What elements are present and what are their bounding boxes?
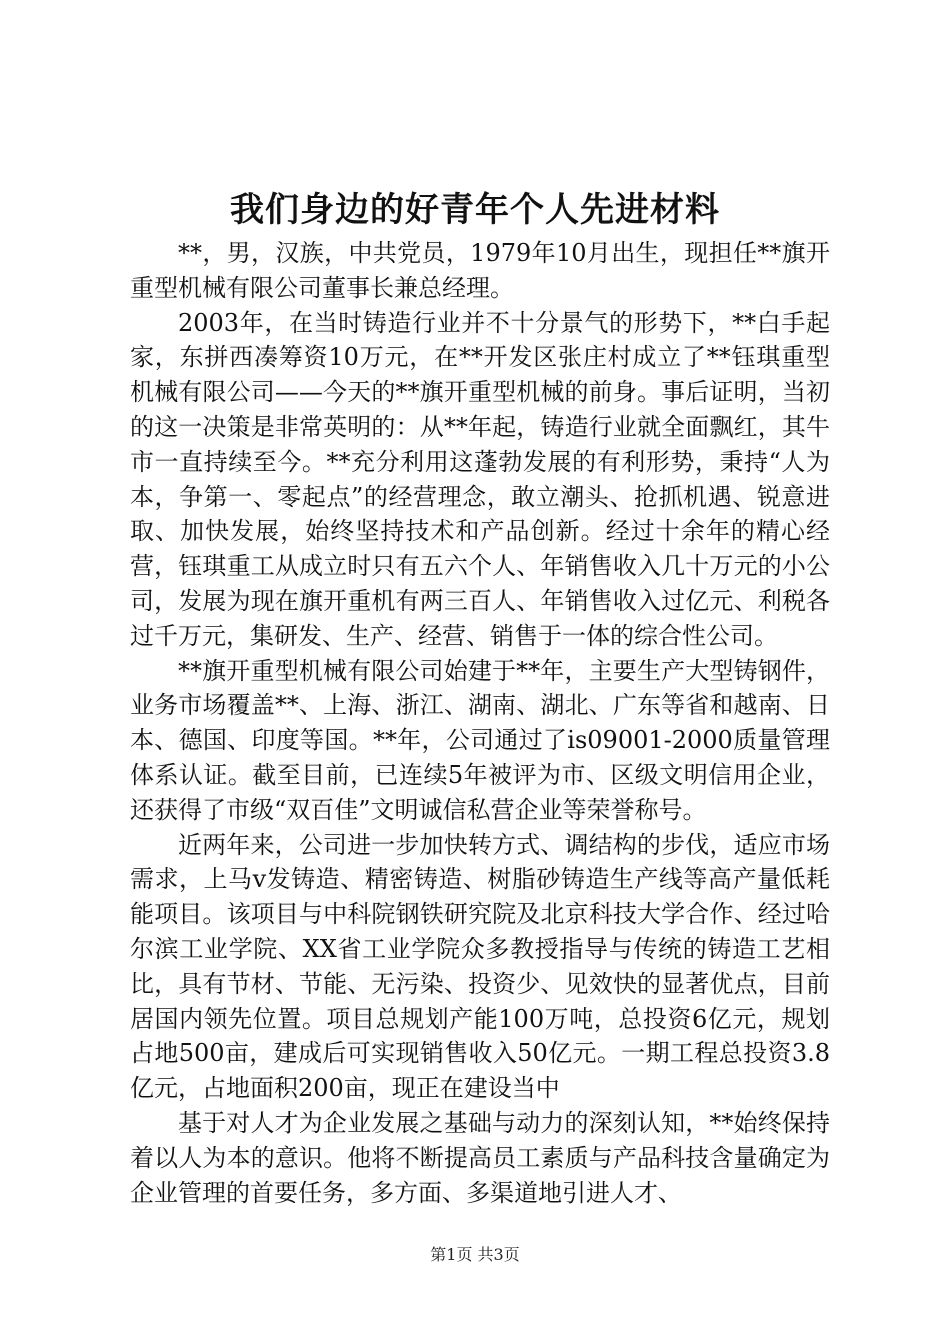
paragraph: 2003年，在当时铸造行业并不十分景气的形势下，**白手起家，东拼西凑筹资10万元，在**开发区张庄村成立了**钰琪重型机械有限公司——今天的**旗开重型机械的前身。事后证明，当初的这一决策是非常英明的：从**年起，铸造行业就全面飘红，其牛市一直持续至今。**充分利用这蓬勃发展的有利形势，秉持“人为本，争第一、零起点”的经营理念，敢立潮头、抢抓机遇、锐意进取、加快发展，始终坚持技术和产品创新。经过十余年的精心经营，钰琪重工从成立时只有五六个人、年销售收入几十万元的小公司，发展为现在旗开重机有两三百人、年销售收入过亿元、利税各过千万元，集研发、生产、经营、销售于一体的综合性公司。 (130, 308, 830, 650)
paragraph: 基于对人才为企业发展之基础与动力的深刻认知，**始终保持着以人为本的意识。他将不断提高员工素质与产品科技含量确定为企业管理的首要任务，多方面、多渠道地引进人才、 (130, 1108, 830, 1207)
document-body (130, 236, 830, 1210)
page-footer: 第1页 共3页 (430, 1245, 520, 1264)
paragraph: 近两年来，公司进一步加快转方式、调结构的步伐，适应市场需求，上马v发铸造、精密铸造、树脂砂铸造生产线等高产量低耗能项目。该项目与中科院钢铁研究院及北京科技大学合作、经过哈尔滨工业学院、XX省工业学院众多教授指导与传统的铸造工艺相比，具有节材、节能、无污染、投资少、见效快的显著优点，目前居国内领先位置。项目总规划产能100万吨，总投资6亿元，规划占地500亩，建成后可实现销售收入50亿元。一期工程总投资3.8亿元，占地面积200亩，现正在建设当中 (130, 830, 830, 1103)
paragraph: **，男，汉族，中共党员，1979年10月出生，现担任**旗开重型机械有限公司董事长兼总经理。 (130, 239, 830, 302)
paragraph: **旗开重型机械有限公司始建于**年，主要生产大型铸钢件，业务市场覆盖**、上海、浙江、湖南、湖北、广东等省和越南、日本、德国、印度等国。**年，公司通过了is09001-2000质量管理体系认证。截至目前，已连续5年被评为市、区级文明信用企业，还获得了市级“双百佳”文明诚信私营企业等荣誉称号。 (130, 656, 830, 824)
document-title: 我们身边的好青年个人先进材料 (230, 190, 720, 230)
